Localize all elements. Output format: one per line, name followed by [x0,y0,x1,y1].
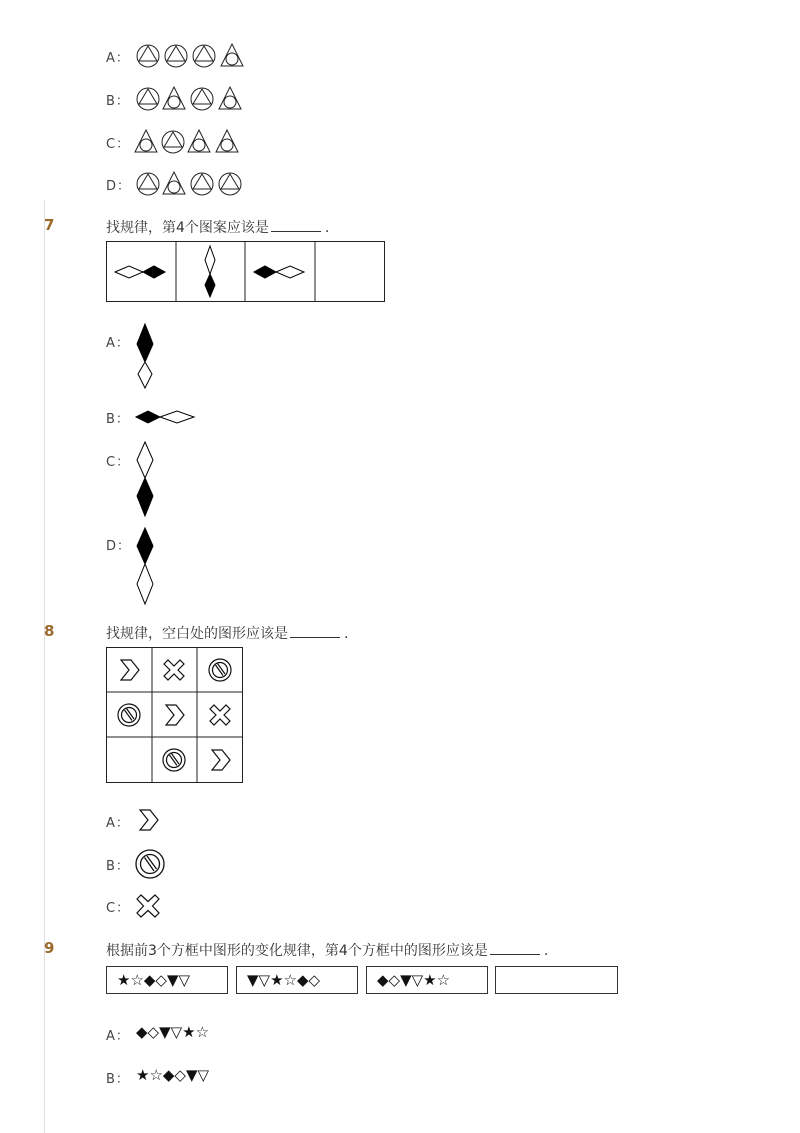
q7-answer-blank[interactable] [271,219,321,232]
q7-cell-3-figure [254,266,304,278]
grid-r2c1-no-entry-icon [118,704,140,726]
q7-suffix: . [324,220,330,236]
q9-option-b-symbols[interactable]: ★☆◆◇▼▽ [136,1066,210,1084]
q8-option-b-label: B： [106,859,130,874]
grid-r1c2-cross-icon [164,660,184,680]
q8-question [106,623,348,643]
q7-cell-1-figure [115,266,165,278]
q7-number: 7 [44,216,55,234]
q8-option-a-label: A： [106,816,130,831]
q8-option-c-cross-icon[interactable] [135,893,161,919]
grid-r2c3-cross-icon [210,705,230,725]
q6-option-b-label: B： [106,94,130,109]
q9-option-b-label: B： [106,1072,130,1087]
grid-r1c1-chevron-icon [121,660,139,680]
q9-box-3: ◆◇▼▽★☆ [366,966,488,994]
left-margin-rule [44,200,45,1133]
grid-r3c2-no-entry-icon [163,749,185,771]
q7-option-d-label: D： [106,539,132,554]
q9-question [106,940,548,960]
q9-answer-blank[interactable] [490,942,540,955]
q7-question [106,217,329,237]
q7-cell-4-empty [316,242,384,301]
q9-box-2: ▼▽★☆◆◇ [236,966,358,994]
q7-option-c-figure[interactable] [134,440,156,518]
q6-option-c-label: C： [106,137,131,152]
q8-option-c-label: C： [106,901,131,916]
grid-r1c3-no-entry-icon [209,659,231,681]
q7-option-a-figure[interactable] [134,322,156,390]
grid-r2c2-chevron-icon [166,705,184,725]
q7-option-d-figure[interactable] [134,526,156,606]
q8-option-b-no-entry-icon[interactable] [134,848,166,880]
q9-question-text: 根据前3个方框中图形的变化规律，第4个方框中的图形应该是 [106,943,488,959]
q6-option-c-figure[interactable] [136,128,248,156]
q7-option-b-label: B： [106,412,130,427]
q9-box-4-empty[interactable] [495,966,618,994]
q7-cell-2-figure [205,246,215,297]
q7-pattern-strip [106,241,386,303]
q8-number: 8 [44,622,55,640]
q8-grid [106,647,244,784]
q7-option-b-figure[interactable] [134,408,198,426]
q9-option-a-symbols[interactable]: ◆◇▼▽★☆ [136,1023,210,1041]
q9-number: 9 [44,939,55,957]
q7-question-text: 找规律，第4个图案应该是 [106,220,269,236]
q6-option-a-label: A： [106,51,130,66]
q6-option-d-label: D： [106,179,132,194]
q8-answer-blank[interactable] [290,625,340,638]
q8-question-text: 找规律，空白处的图形应该是 [106,626,288,642]
q6-option-d-figure[interactable] [136,170,248,198]
q8-suffix: . [344,626,349,642]
q7-option-c-label: C： [106,455,131,470]
q8-option-a-chevron-icon[interactable] [136,808,160,832]
q6-option-a-figure[interactable] [136,42,248,70]
q9-suffix: . [543,943,549,959]
q9-box-1: ★☆◆◇▼▽ [106,966,228,994]
q9-option-a-label: A： [106,1029,130,1044]
q7-option-a-label: A： [106,336,130,351]
grid-r3c3-chevron-icon [212,750,230,770]
q6-option-b-figure[interactable] [136,85,248,113]
